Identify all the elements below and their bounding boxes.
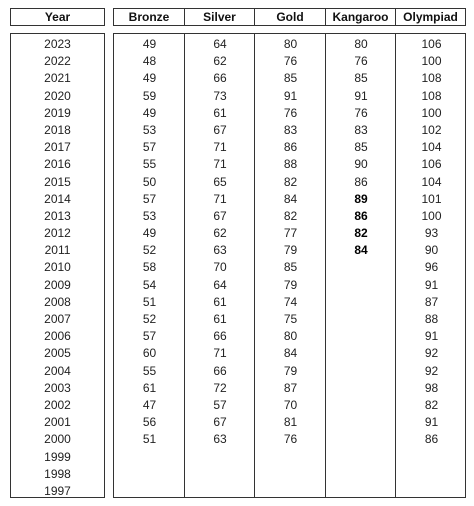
silver-cell: 71 <box>213 191 227 206</box>
kangaroo-cell: 76 <box>354 54 368 69</box>
year-cell: 1999 <box>44 449 71 464</box>
olympiad-cell: 91 <box>424 277 439 292</box>
bronze-column <box>114 34 185 497</box>
olympiad-cell: 104 <box>421 140 442 155</box>
bronze-cell: 51 <box>142 294 157 309</box>
bronze-cell: 49 <box>142 105 157 120</box>
bronze-cell: 57 <box>142 329 157 344</box>
gold-cell: 74 <box>283 294 298 309</box>
gold-cell: 70 <box>283 397 298 412</box>
olympiad-cell: 90 <box>424 243 439 258</box>
gold-cell: 76 <box>283 105 298 120</box>
silver-cell: 62 <box>213 226 227 241</box>
silver-list <box>185 34 255 449</box>
olympiad-cell: 82 <box>424 397 439 412</box>
kangaroo-cell: 90 <box>354 157 368 172</box>
olympiad-cell: 93 <box>424 226 439 241</box>
silver-cell: 64 <box>213 277 227 292</box>
bronze-cell: 52 <box>142 243 157 258</box>
silver-cell: 61 <box>213 294 227 309</box>
year-cell: 2015 <box>44 174 71 189</box>
bronze-cell: 51 <box>142 432 157 447</box>
bronze-cell: 53 <box>142 208 157 223</box>
silver-cell: 67 <box>213 208 227 223</box>
year-cell: 2014 <box>44 191 71 206</box>
olympiad-column <box>395 34 466 497</box>
silver-cell: 71 <box>213 140 227 155</box>
silver-cell: 72 <box>213 380 227 395</box>
year-cell: 1997 <box>44 483 71 498</box>
bronze-cell: 59 <box>142 88 157 103</box>
year-column <box>10 33 105 498</box>
gold-cell: 79 <box>283 277 298 292</box>
olympiad-cell: 88 <box>424 312 439 326</box>
gold-cell: 84 <box>283 191 298 206</box>
silver-cell: 61 <box>213 312 227 326</box>
olympiad-cell: 106 <box>421 157 442 172</box>
olympiad-list <box>396 34 466 449</box>
silver-cell: 67 <box>213 415 227 430</box>
kangaroo-cell: 86 <box>354 174 368 189</box>
kangaroo-cell: 91 <box>354 88 368 103</box>
olympiad-cell: 108 <box>421 88 442 103</box>
bronze-cell: 49 <box>142 37 157 51</box>
gold-cell: 76 <box>283 54 298 69</box>
silver-cell: 73 <box>213 88 227 103</box>
year-cell: 2010 <box>44 260 71 275</box>
gold-cell: 83 <box>283 122 298 137</box>
year-cell: 2006 <box>44 329 71 344</box>
gold-cell: 86 <box>283 140 298 155</box>
gold-list <box>255 34 326 449</box>
silver-cell: 66 <box>213 329 227 344</box>
gold-cell: 79 <box>283 243 298 258</box>
bronze-cell: 49 <box>142 226 157 241</box>
year-cell: 2019 <box>44 105 71 120</box>
gold-cell: 82 <box>283 174 298 189</box>
year-cell: 2011 <box>44 243 71 258</box>
gold-cell: 85 <box>283 71 298 86</box>
silver-cell: 70 <box>213 260 227 275</box>
silver-cell: 71 <box>213 157 227 172</box>
year-cell: 2008 <box>44 294 71 309</box>
kangaroo-cell: 85 <box>354 140 368 155</box>
scores-table-body <box>113 33 466 498</box>
gold-cell: 91 <box>283 88 298 103</box>
year-cell: 2022 <box>44 54 71 69</box>
olympiad-cell: 108 <box>421 71 442 86</box>
gold-cell: 80 <box>283 329 298 344</box>
bronze-cell: 48 <box>142 54 157 69</box>
silver-column <box>184 34 255 497</box>
bronze-cell: 56 <box>142 415 157 430</box>
bronze-cell: 60 <box>142 346 157 361</box>
silver-cell: 61 <box>213 105 227 120</box>
header-olympiad: Olympiad <box>395 8 466 26</box>
olympiad-cell: 102 <box>421 122 442 137</box>
silver-cell: 71 <box>213 346 227 361</box>
year-cell: 2016 <box>44 157 71 172</box>
year-cell: 2017 <box>44 140 71 155</box>
kangaroo-cell: 80 <box>354 37 368 51</box>
olympiad-cell: 91 <box>424 415 439 430</box>
gold-cell: 82 <box>283 208 298 223</box>
bronze-cell: 55 <box>142 157 157 172</box>
kangaroo-cell: 89 <box>354 191 368 206</box>
gold-cell: 84 <box>283 346 298 361</box>
gold-cell: 87 <box>283 380 298 395</box>
year-cell: 2003 <box>44 380 71 395</box>
year-cell: 2004 <box>44 363 71 378</box>
bronze-cell: 58 <box>142 260 157 275</box>
bronze-cell: 57 <box>142 191 157 206</box>
silver-cell: 66 <box>213 71 227 86</box>
bronze-cell: 57 <box>142 140 157 155</box>
kangaroo-cell: 82 <box>354 226 368 241</box>
bronze-cell: 61 <box>142 380 157 395</box>
bronze-list <box>114 34 185 449</box>
silver-cell: 62 <box>213 54 227 69</box>
year-cell: 2021 <box>44 71 71 86</box>
olympiad-cell: 91 <box>424 329 439 344</box>
bronze-cell: 53 <box>142 122 157 137</box>
year-cell: 2001 <box>44 415 71 430</box>
year-cell: 2002 <box>44 397 71 412</box>
olympiad-cell: 104 <box>421 174 442 189</box>
kangaroo-column <box>325 34 396 497</box>
bronze-cell: 50 <box>142 174 157 189</box>
year-cell: 2023 <box>44 37 71 51</box>
silver-cell: 67 <box>213 122 227 137</box>
year-cell: 2020 <box>44 88 71 103</box>
gold-cell: 85 <box>283 260 298 275</box>
silver-cell: 66 <box>213 363 227 378</box>
olympiad-cell: 100 <box>421 208 442 223</box>
olympiad-cell: 101 <box>421 191 442 206</box>
silver-cell: 65 <box>213 174 227 189</box>
year-cell: 2018 <box>44 122 71 137</box>
year-list <box>11 34 104 498</box>
kangaroo-cell: 84 <box>354 243 368 258</box>
gold-cell: 81 <box>283 415 298 430</box>
gold-cell: 79 <box>283 363 298 378</box>
kangaroo-cell: 85 <box>354 71 368 86</box>
year-cell: 1998 <box>44 466 71 481</box>
silver-cell: 64 <box>213 37 227 51</box>
olympiad-cell: 86 <box>424 432 439 447</box>
year-cell: 2009 <box>44 277 71 292</box>
header-silver: Silver <box>184 8 255 26</box>
olympiad-cell: 96 <box>424 260 439 275</box>
gold-cell: 88 <box>283 157 298 172</box>
olympiad-cell: 92 <box>424 346 439 361</box>
olympiad-cell: 87 <box>424 294 439 309</box>
header-bronze: Bronze <box>113 8 185 26</box>
year-cell: 2007 <box>44 312 71 326</box>
header-gold: Gold <box>254 8 326 26</box>
header-year: Year <box>10 8 105 26</box>
kangaroo-list <box>326 34 396 259</box>
silver-cell: 63 <box>213 432 227 447</box>
bronze-cell: 52 <box>142 312 157 326</box>
gold-cell: 75 <box>283 312 298 326</box>
olympiad-cell: 100 <box>421 54 442 69</box>
bronze-cell: 47 <box>142 397 157 412</box>
silver-cell: 57 <box>213 397 227 412</box>
header-kangaroo: Kangaroo <box>325 8 396 26</box>
kangaroo-cell: 83 <box>354 122 368 137</box>
kangaroo-cell: 76 <box>354 105 368 120</box>
bronze-cell: 55 <box>142 363 157 378</box>
kangaroo-cell: 86 <box>354 208 368 223</box>
olympiad-cell: 92 <box>424 363 439 378</box>
gold-cell: 80 <box>283 37 298 51</box>
bronze-cell: 54 <box>142 277 157 292</box>
year-cell: 2013 <box>44 208 71 223</box>
gold-cell: 76 <box>283 432 298 447</box>
bronze-cell: 49 <box>142 71 157 86</box>
year-cell: 2005 <box>44 346 71 361</box>
silver-cell: 63 <box>213 243 227 258</box>
olympiad-cell: 100 <box>421 105 442 120</box>
olympiad-cell: 98 <box>424 380 439 395</box>
gold-cell: 77 <box>283 226 298 241</box>
gold-column <box>254 34 326 497</box>
olympiad-cell: 106 <box>421 37 442 51</box>
year-cell: 2012 <box>44 226 71 241</box>
year-cell: 2000 <box>44 432 71 447</box>
